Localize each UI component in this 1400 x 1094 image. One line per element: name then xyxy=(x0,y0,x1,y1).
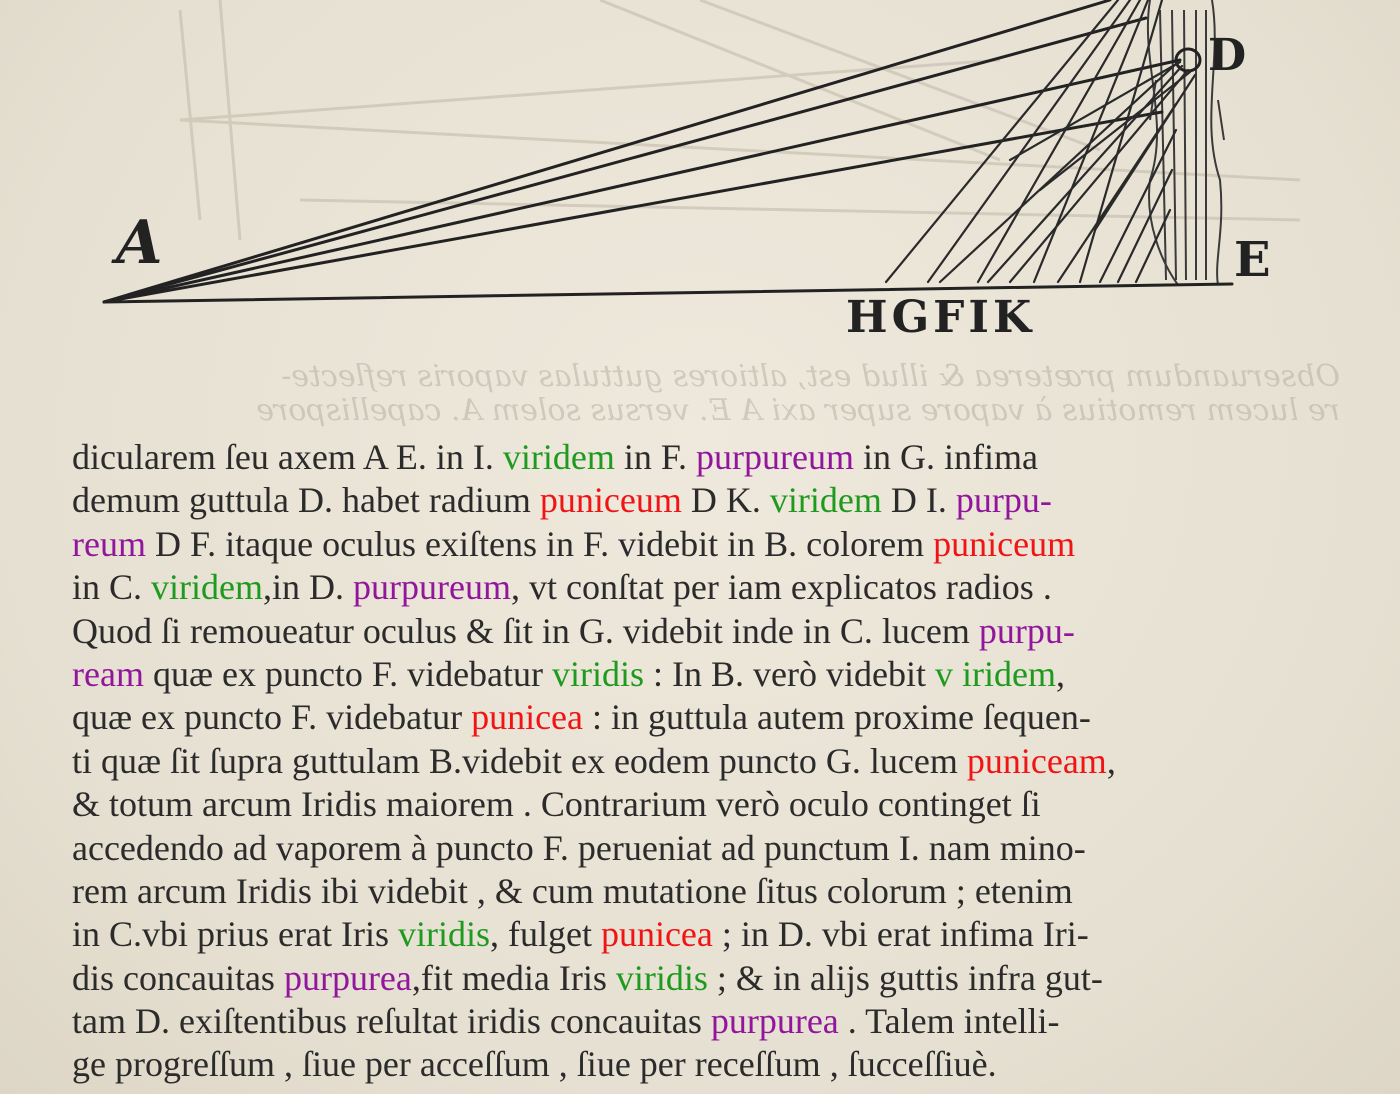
text-segment: quæ ex puncto F. videbatur xyxy=(72,697,472,738)
text-segment: & totum arcum Iridis maiorem . Contrarium verò oculo continget ſi xyxy=(72,784,1041,825)
text-line xyxy=(72,1000,1332,1043)
text-segment: D K. xyxy=(681,480,770,521)
bleedthrough-line: Obseruandum præterea & illud est, altiores guttulas vaporis reflecte- xyxy=(281,359,1340,394)
purple-color-word: ream xyxy=(72,653,144,694)
text-segment: ; & in alijs guttis infra gut- xyxy=(707,957,1103,998)
text-segment: D I. xyxy=(881,480,956,521)
green-color-word: viridem xyxy=(502,437,615,477)
text-segment: Quod ſi remoueatur oculus & ſit in G. videbit inde in C. lucem xyxy=(72,610,979,651)
purple-color-word: purpureum xyxy=(353,567,511,608)
latin-body-text xyxy=(72,436,1332,1087)
text-segment: dis concauitas xyxy=(72,957,284,998)
red-color-word: puniceum xyxy=(933,523,1076,564)
red-color-word: punicea xyxy=(471,697,583,738)
text-segment: , fulget xyxy=(489,914,601,955)
text-line xyxy=(72,1043,1332,1086)
diagram-axis-labels: HGFIK xyxy=(846,292,1036,343)
text-segment: dicularem ſeu axem A E. in I. xyxy=(72,437,503,477)
red-color-word: puniceum xyxy=(539,480,682,521)
text-segment: D F. itaque oculus exiſtens in F. videbit in B. colorem xyxy=(145,523,934,564)
purple-color-word: purpu- xyxy=(955,480,1052,521)
text-line xyxy=(72,957,1332,1000)
text-segment: rem arcum Iridis ibi videbit , & cum mutatione ſitus colorum ; etenim xyxy=(72,870,1073,911)
purple-color-word: reum xyxy=(72,523,146,564)
green-color-word: viridis xyxy=(552,653,645,694)
ray-A-D xyxy=(104,60,1180,302)
text-line xyxy=(72,783,1332,826)
text-segment: . Talem intelli- xyxy=(838,1001,1060,1042)
purple-color-word: purpureum xyxy=(696,437,854,477)
text-line xyxy=(72,523,1332,566)
text-segment: in C. xyxy=(72,567,152,608)
text-segment: quæ ex puncto F. videbatur xyxy=(143,653,553,694)
text-line xyxy=(72,913,1332,956)
bleedthrough-line: re lucem remotius à vapore super axi A E. versus solem A. capellispore xyxy=(256,393,1340,428)
faded-bleedthrough-figure xyxy=(180,0,1300,240)
text-line xyxy=(72,827,1332,870)
text-segment: , xyxy=(1055,653,1065,694)
text-segment: , vt conſtat per iam explicatos radios . xyxy=(510,567,1052,608)
purple-color-word: purpurea xyxy=(710,1001,839,1042)
text-segment: in C.vbi prius erat Iris xyxy=(72,914,398,955)
text-segment: in F. xyxy=(614,437,696,477)
text-segment: ; in D. vbi erat infima Iri- xyxy=(712,914,1089,955)
ray-A-top xyxy=(104,0,1110,302)
purple-color-word: purpu- xyxy=(978,610,1075,651)
text-segment: : In B. verò videbit xyxy=(644,653,935,694)
axis-line-A-E xyxy=(104,284,1232,302)
text-line xyxy=(72,870,1332,913)
green-color-word: viridem xyxy=(151,567,263,608)
text-line xyxy=(72,653,1332,696)
green-color-word: viridis xyxy=(397,914,490,955)
text-segment: , xyxy=(1106,740,1116,781)
text-line xyxy=(72,610,1332,653)
rainbow-ray-diagram xyxy=(0,0,1400,360)
red-color-word: punicea xyxy=(600,914,713,955)
text-segment: ge progreſſum , ſiue per acceſſum , ſiue per receſſum , ſucceſſiuè. xyxy=(72,1044,997,1085)
text-line xyxy=(72,696,1332,739)
text-segment: : in guttula autem proxime ſequen- xyxy=(583,697,1091,738)
text-segment: in G. infima xyxy=(853,437,1038,477)
ray-lines xyxy=(104,0,1232,302)
refracted-rays xyxy=(886,0,1195,282)
diagram-label-E: E xyxy=(1234,232,1271,288)
text-segment: ,in D. xyxy=(263,567,353,608)
text-segment: demum guttula D. habet radium xyxy=(72,480,540,521)
text-line xyxy=(72,740,1332,783)
ray-A-second xyxy=(104,18,1146,302)
green-color-word: v iridem xyxy=(934,653,1056,694)
text-line xyxy=(72,566,1332,609)
text-line xyxy=(72,479,1332,522)
purple-color-word: purpurea xyxy=(283,957,412,998)
text-segment: ti quæ ſit ſupra guttulam B.videbit ex eodem puncto G. lucem xyxy=(72,740,967,781)
text-segment: ,fit media Iris xyxy=(411,957,616,998)
green-color-word: viridem xyxy=(769,480,882,521)
red-color-word: puniceam xyxy=(966,740,1107,781)
text-segment: tam D. exiſtentibus reſultat iridis concauitas xyxy=(72,1001,711,1042)
diagram-label-D: D xyxy=(1208,30,1247,81)
green-color-word: viridis xyxy=(615,957,708,998)
diagram-label-A: A xyxy=(116,208,163,278)
text-line xyxy=(72,436,1332,479)
bleedthrough-text xyxy=(60,360,1340,428)
text-segment: accedendo ad vaporem à puncto F. perueniat ad punctum I. nam mino- xyxy=(72,827,1086,868)
